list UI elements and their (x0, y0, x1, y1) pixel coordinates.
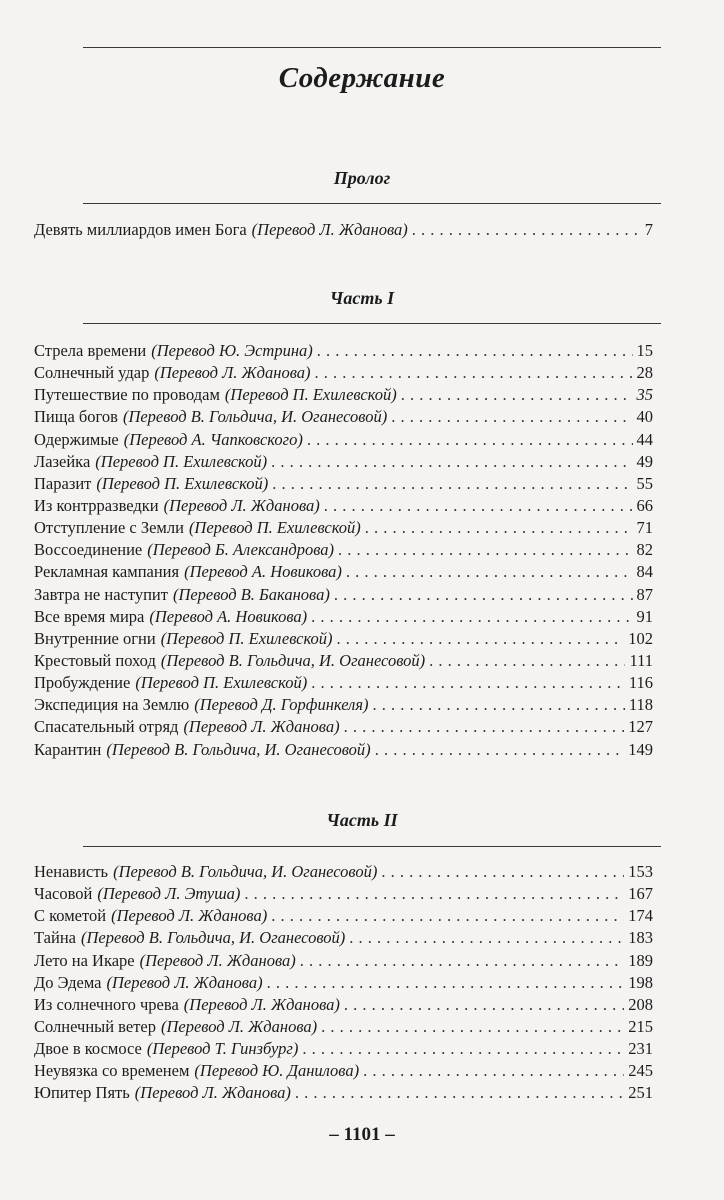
toc-entry (34, 384, 653, 406)
entry-translator: (Перевод Д. Горфинкеля) (194, 695, 369, 715)
entry-translator: (Перевод Л. Жданова) (139, 950, 296, 970)
prolog-entries (34, 219, 653, 241)
entry-title: Спасательный отряд (34, 717, 179, 737)
entry-translator: (Перевод Л. Жданова) (183, 717, 340, 737)
leader-dots (324, 495, 633, 517)
entry-title: Отступление с Земли (34, 518, 184, 538)
entry-title: Двое в космосе (34, 1039, 142, 1059)
entry-title: Все время мира (34, 606, 145, 626)
toc-entry (34, 994, 653, 1016)
leader-dots (302, 1038, 624, 1060)
entry-page-number: 35 (636, 385, 653, 405)
toc-entry (34, 628, 653, 650)
top-rule (83, 47, 661, 48)
leader-dots (344, 994, 624, 1016)
leader-dots (321, 1016, 624, 1038)
entry-translator: (Перевод П. Ехилевской) (135, 673, 308, 693)
entry-page-number: 251 (628, 1083, 653, 1103)
toc-entry (34, 1060, 653, 1082)
toc-entry (34, 1016, 653, 1038)
entry-page-number: 215 (628, 1016, 653, 1036)
leader-dots (295, 1082, 624, 1104)
toc-entry (34, 672, 653, 694)
entry-page-number: 40 (636, 407, 653, 427)
entry-page-number: 189 (628, 950, 653, 970)
entry-page-number: 84 (636, 562, 653, 582)
leader-dots (315, 362, 633, 384)
leader-dots (337, 628, 625, 650)
entry-translator: (Перевод В. Гольдича, И. Оганесовой) (122, 407, 388, 427)
entry-page-number: 118 (628, 695, 653, 715)
entry-translator: (Перевод Л. Жданова) (134, 1083, 291, 1103)
entry-title: Юпитер Пять (34, 1083, 130, 1103)
entry-page-number: 15 (636, 341, 653, 360)
entry-title: Паразит (34, 473, 92, 493)
leader-dots (363, 1060, 624, 1082)
entry-title: Солнечный ветер (34, 1016, 156, 1036)
entry-page-number: 149 (628, 739, 653, 759)
leader-dots (300, 950, 624, 972)
leader-dots (317, 340, 633, 362)
part1-heading: Часть I (329, 288, 395, 308)
leader-dots (346, 561, 633, 583)
leader-dots (391, 406, 632, 428)
leader-dots (349, 927, 624, 949)
entry-page-number: 49 (636, 451, 653, 471)
entry-title: Завтра не наступит (34, 584, 168, 604)
entry-page-number: 7 (644, 220, 653, 239)
entry-page-number: 71 (636, 518, 653, 538)
entry-translator: (Перевод В. Гольдича, И. Оганесовой) (106, 739, 371, 759)
entry-title: Стрела времени (34, 341, 147, 360)
entry-translator: (Перевод Л. Жданова) (106, 972, 263, 992)
toc-entry (34, 362, 653, 384)
entry-page-number: 167 (628, 884, 653, 904)
entry-translator: (Перевод Л. Этуша) (97, 884, 241, 904)
toc-entry (34, 905, 653, 927)
entry-title: Из солнечного чрева (34, 994, 179, 1014)
entry-page-number: 127 (628, 717, 653, 737)
toc-entry (34, 1038, 653, 1060)
entry-translator: (Перевод Ю. Данилова) (194, 1061, 360, 1081)
toc-entry (34, 739, 653, 761)
entry-translator: (Перевод П. Ехилевской) (160, 628, 333, 648)
entry-title: Внутренние огни (34, 628, 156, 648)
entry-translator: (Перевод Ю. Эстрина) (151, 341, 313, 360)
toc-entry (34, 340, 653, 362)
leader-dots (401, 384, 633, 406)
part2-rule (83, 846, 661, 847)
entry-translator: (Перевод Л. Жданова) (161, 1016, 318, 1036)
entry-page-number: 116 (628, 673, 653, 693)
toc-entry (34, 950, 653, 972)
entry-translator: (Перевод Т. Гинзбург) (146, 1039, 299, 1059)
toc-entry (34, 584, 653, 606)
entry-title: Крестовый поход (34, 650, 156, 670)
entry-title: Путешествие по проводам (34, 385, 220, 405)
entry-page-number: 82 (636, 540, 653, 560)
entry-translator: (Перевод Л. Жданова) (154, 363, 311, 383)
leader-dots (267, 972, 625, 994)
entry-translator: (Перевод В. Гольдича, И. Оганесовой) (160, 650, 426, 670)
entry-translator: (Перевод В. Гольдича, И. Оганесовой) (80, 928, 346, 948)
entry-page-number: 87 (636, 584, 653, 604)
leader-dots (373, 694, 625, 716)
entry-translator: (Перевод В. Гольдича, И. Оганесовой) (113, 862, 378, 881)
entry-page-number: 111 (629, 650, 653, 670)
entry-translator: (Перевод А. Новикова) (149, 606, 308, 626)
entry-page-number: 174 (628, 906, 653, 926)
toc-entry (34, 883, 653, 905)
leader-dots (338, 539, 632, 561)
entry-title: Неувязка со временем (34, 1061, 190, 1081)
toc-entry (34, 861, 653, 883)
entry-translator: (Перевод П. Ехилевской) (188, 518, 361, 538)
entry-page-number: 28 (636, 363, 653, 383)
entry-page-number: 208 (628, 994, 653, 1014)
toc-entry (34, 972, 653, 994)
entry-page-number: 91 (636, 606, 653, 626)
part1-rule (83, 323, 661, 324)
entry-title: Карантин (34, 739, 102, 759)
toc-entry (34, 406, 653, 428)
entry-title: С кометой (34, 906, 107, 926)
toc-entry (34, 561, 653, 583)
prolog-heading: Пролог (333, 168, 391, 188)
entry-page-number: 231 (628, 1039, 653, 1059)
leader-dots (381, 861, 624, 883)
toc-entry (34, 451, 653, 473)
prolog-rule (83, 203, 661, 204)
leader-dots (271, 451, 632, 473)
entry-translator: (Перевод А. Чапковского) (123, 429, 303, 449)
contents-title: Содержание (278, 62, 446, 94)
entry-title: Рекламная кампания (34, 562, 180, 582)
page-number: – 1101 – (329, 1124, 395, 1145)
entry-title: Тайна (34, 928, 76, 948)
entry-title: Ненависть (34, 862, 109, 881)
entry-page-number: 183 (628, 928, 653, 948)
leader-dots (365, 517, 633, 539)
entry-page-number: 153 (628, 862, 653, 881)
leader-dots (412, 219, 641, 241)
leader-dots (307, 429, 633, 451)
leader-dots (375, 739, 625, 761)
leader-dots (344, 716, 625, 738)
entry-page-number: 55 (636, 473, 653, 493)
leader-dots (311, 672, 625, 694)
leader-dots (429, 650, 625, 672)
part2-heading: Часть II (326, 810, 398, 830)
toc-entry (34, 473, 653, 495)
toc-entry (34, 517, 653, 539)
entry-title: Из контрразведки (34, 495, 159, 515)
entry-title: Воссоединение (34, 540, 143, 560)
entry-page-number: 245 (628, 1061, 653, 1081)
entry-title: Пища богов (34, 407, 118, 427)
toc-entry (34, 716, 653, 738)
part1-entries (34, 340, 653, 761)
entry-page-number: 66 (636, 495, 653, 515)
entry-translator: (Перевод Б. Александрова) (147, 540, 335, 560)
entry-translator: (Перевод Л. Жданова) (183, 994, 340, 1014)
entry-translator: (Перевод П. Ехилевской) (224, 385, 397, 405)
entry-title: Лето на Икаре (34, 950, 135, 970)
entry-title: Пробуждение (34, 673, 131, 693)
entry-title: Одержимые (34, 429, 119, 449)
entry-translator: (Перевод Л. Жданова) (163, 495, 320, 515)
toc-entry (34, 650, 653, 672)
leader-dots (244, 883, 624, 905)
leader-dots (271, 905, 624, 927)
entry-translator: (Перевод П. Ехилевской) (96, 473, 269, 493)
entry-page-number: 44 (636, 429, 653, 449)
leader-dots (334, 584, 633, 606)
entry-translator: (Перевод Л. Жданова) (251, 220, 408, 239)
toc-entry (34, 539, 653, 561)
entry-page-number: 102 (628, 628, 653, 648)
toc-entry (34, 694, 653, 716)
entry-translator: (Перевод А. Новикова) (184, 562, 342, 582)
entry-title: Лазейка (34, 451, 91, 471)
entry-title: Солнечный удар (34, 363, 150, 383)
entry-page-number: 198 (628, 972, 653, 992)
toc-entry (34, 219, 653, 241)
toc-entry (34, 429, 653, 451)
entry-translator: (Перевод В. Баканова) (172, 584, 330, 604)
toc-entry (34, 927, 653, 949)
entry-title: Девять миллиардов имен Бога (34, 220, 247, 239)
entry-title: До Эдема (34, 972, 102, 992)
toc-entry (34, 1082, 653, 1104)
leader-dots (311, 606, 632, 628)
entry-title: Экспедиция на Землю (34, 695, 190, 715)
part2-entries (34, 861, 653, 1105)
entry-title: Часовой (34, 884, 93, 904)
toc-entry (34, 606, 653, 628)
entry-translator: (Перевод Л. Жданова) (111, 906, 268, 926)
entry-translator: (Перевод П. Ехилевской) (95, 451, 268, 471)
toc-entry (34, 495, 653, 517)
leader-dots (272, 473, 632, 495)
